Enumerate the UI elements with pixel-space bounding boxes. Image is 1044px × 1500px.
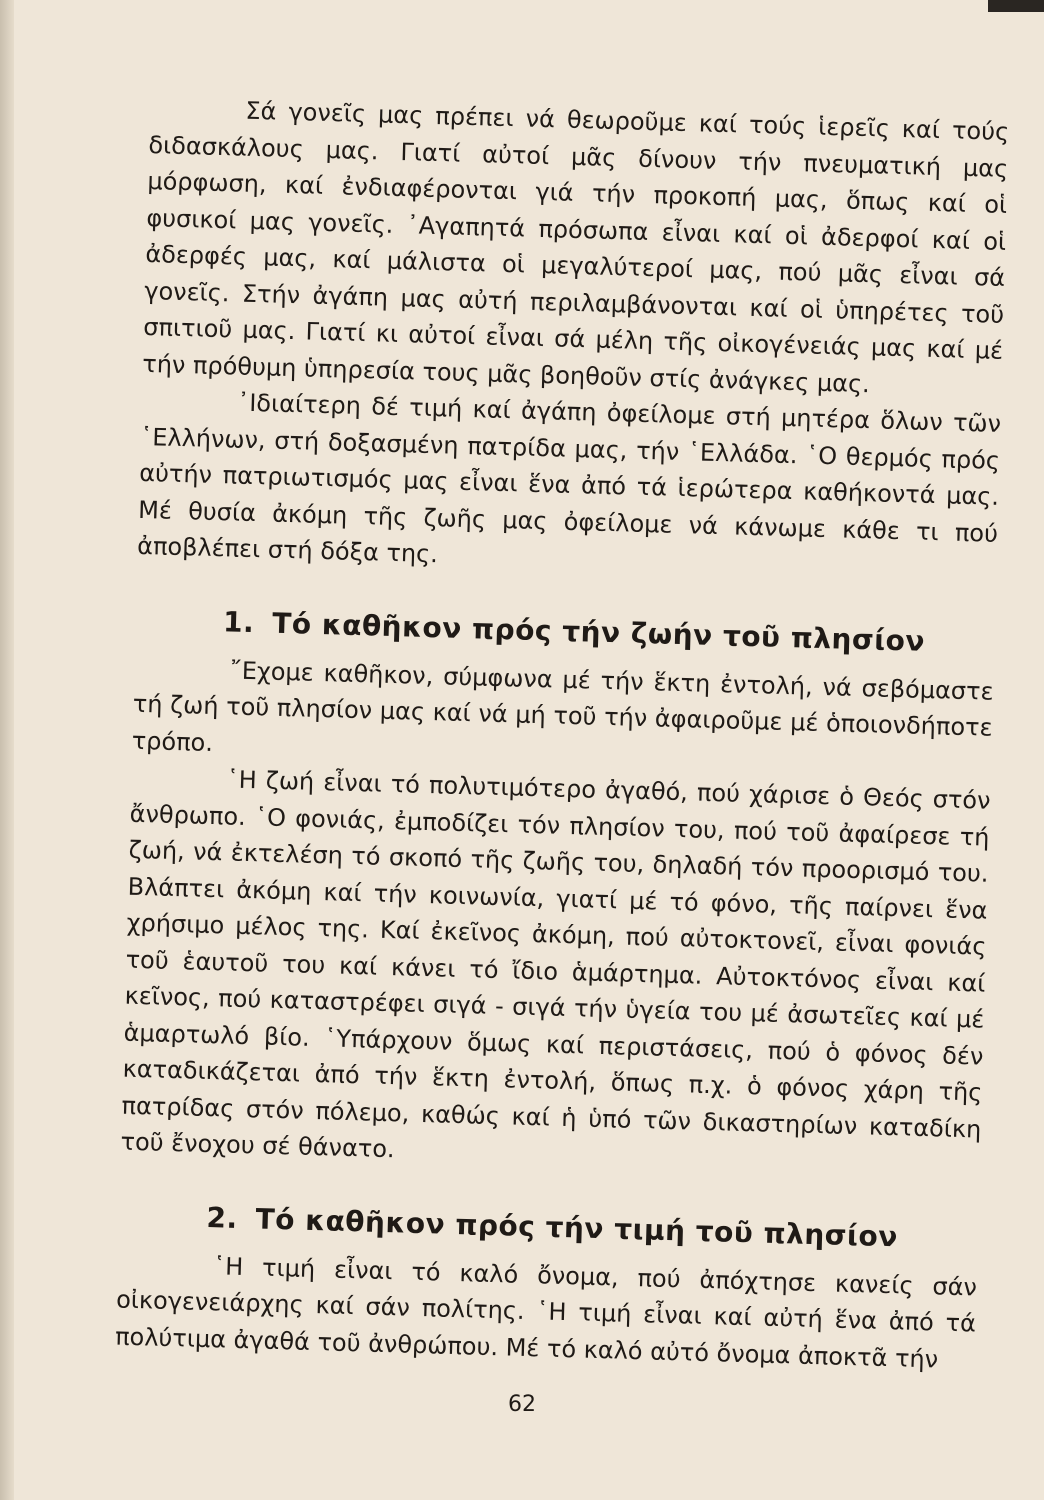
page-number: 62 (508, 1392, 536, 1417)
section-1-heading (135, 602, 996, 659)
section-1-paragraph-1: ῎Εχομε καθῆκον, σύμφωνα μέ τήν ἕκτη ἐντολή, νά σεβόμαστε τή ζωή τοῦ πλησίον μας καί νά μή τοῦ τήν ἀφαιροῦμε μέ ὁποιονδήποτε τρόπο. (131, 655, 994, 757)
section-1-number: 1. (222, 604, 255, 639)
scan-corner-mark (988, 0, 1044, 12)
section-2-number: 2. (206, 1200, 239, 1235)
section-2-heading (118, 1198, 979, 1255)
intro-paragraph-2: ᾿Ιδιαίτερη δέ τιμή καί ἀγάπη ὀφείλομε στή μητέρα ὅλων τῶν ῾Ελλήνων, στή δοξασμένη πατρίδα μας, τήν ῾Ελλάδα. ῾Ο θερμός πρός αὐτήν πατριωτισμός μας εἶναι ἕνα ἀπό τά ἱερώτερα καθήκοντά μας. Μέ θυσία ἀκόμη τῆς ζωῆς μας ὀφείλομε νά κάνωμε κάθε τι πού ἀποβλέπει στή δόξα της. (136, 388, 1002, 569)
page-text-block (115, 90, 1010, 1379)
section-1-title: Τό καθῆκον πρός τήν ζωήν τοῦ πλησίον (271, 606, 926, 658)
section-1-paragraph-2: ῾Η ζωή εἶναι τό πολυτιμότερο ἀγαθό, πού χάρισε ὁ Θεός στόν ἄνθρωπο. ῾Ο φονιάς, ἐμποδίζει τόν πλησίον του, πού τοῦ ἀφαίρεσε τή ζωή, νά ἐκτελέση τό σκοπό τῆς ζωῆς του, δηλαδή τόν προορισμό του. Βλάπτει ἀκόμη καί τήν κοινωνία, γιατί μέ τό φόνο, τῆς παίρνει ἕνα χρήσιμο μέλος της. Καί ἐκεῖνος ἀκόμη, πού αὐτοκτονεῖ, εἶναι φονιάς τοῦ ἑαυτοῦ του καί κάνει τό ἴδιο ἁμάρτημα. Αὐτοκτόνος εἶναι καί κεῖνος, πού καταστρέφει σιγά - σιγά τήν ὑγεία του μέ ἀσωτεῖες καί μέ ἁμαρτωλό βίο. ῾Υπάρχουν ὅμως καί περιστάσεις, πού ὁ φόνος δέν καταδικάζεται ἀπό τήν ἕκτη ἐντολή, ὅπως π.χ. ὁ φόνος χάρη τῆς πατρίδας στόν πόλεμο, καθώς καί ἡ ὑπό τῶν δικαστηρίων καταδίκη τοῦ ἔνοχου σέ θάνατο. (120, 765, 991, 1164)
section-2-paragraph-1: ῾Η τιμή εἶναι τό καλό ὄνομα, πού ἀπόχτησε κανείς σάν οἰκογενειάρχης καί σάν πολίτης. ῾Η τιμή εἶναι καί αὐτή ἕνα ἀπό τά πολύτιμα ἀγαθά τοῦ ἀνθρώπου. Μέ τό καλό αὐτό ὄνομα ἀποκτᾶ τήν (114, 1251, 978, 1373)
intro-paragraph-1: Σά γονεῖς μας πρέπει νά θεωροῦμε καί τούς ἱερεῖς καί τούς διδασκάλους μας. Γιατί αὐτοί μᾶς δίνουν τήν πνευματική μας μόρφωση, καί ἐνδιαφέρονται γιά τήν προκοπή μας, ὅπως καί οἱ φυσικοί μας γονεῖς. ᾿Αγαπητά πρόσωπα εἶναι καί οἱ ἀδερφοί καί οἱ ἀδερφές μας, καί μάλιστα οἱ μεγαλύτεροί μας, πού μᾶς εἶναι σά γονεῖς. Στήν ἀγάπη μας αὐτή περιλαμβάνονται καί οἱ ὑπηρέτες τοῦ σπιτιοῦ μας. Γιατί κι αὐτοί εἶναι σά μέλη τῆς οἰκογένειάς μας καί μέ τήν πρόθυμη ὑπηρεσία τους μᾶς βοηθοῦν στίς ἀνάγκες μας. (141, 96, 1010, 398)
section-2-title: Τό καθῆκον πρός τήν τιμή τοῦ πλησίον (255, 1201, 899, 1253)
book-spine-edge (0, 0, 14, 1500)
